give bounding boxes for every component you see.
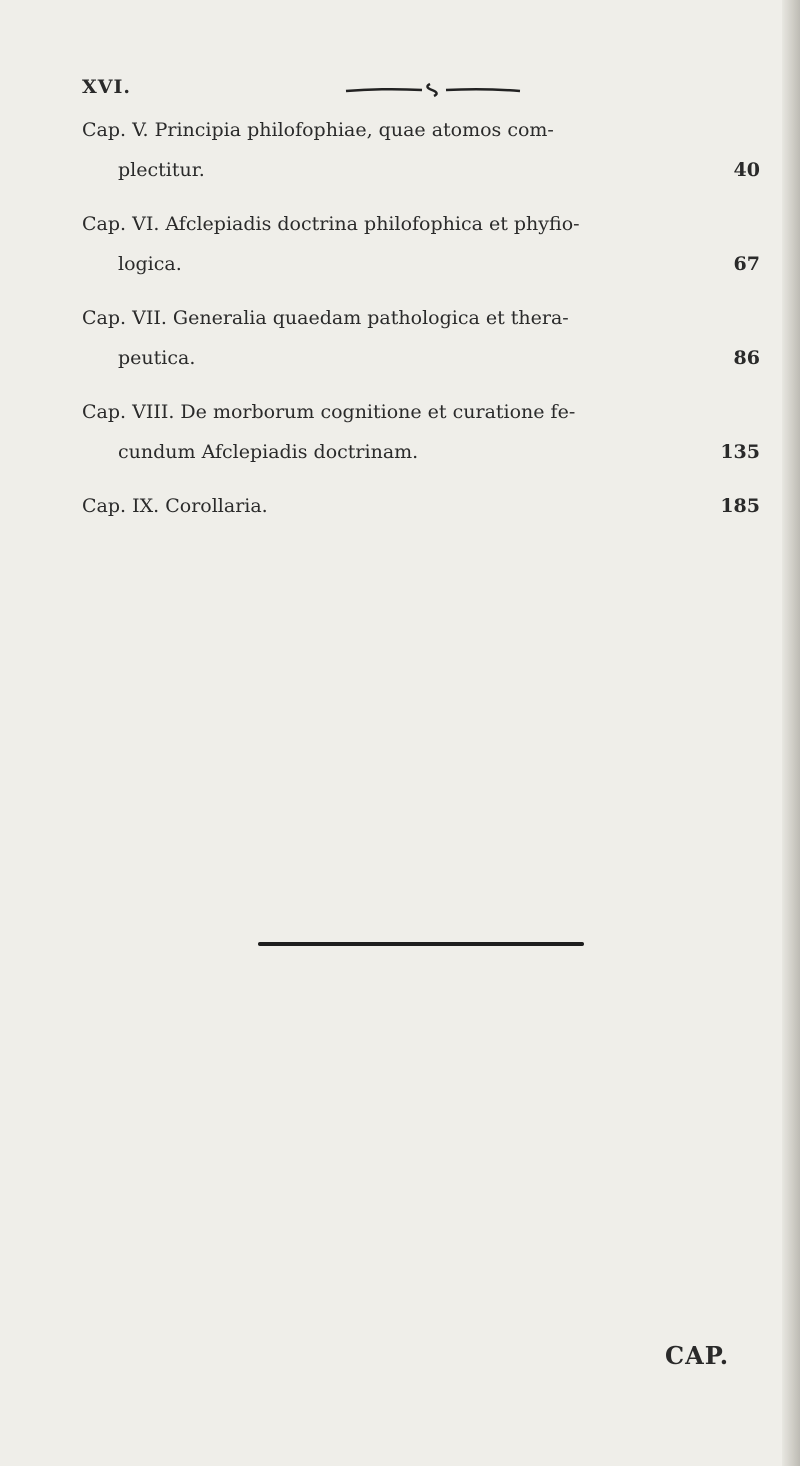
toc-page-number: 86 [733,347,760,369]
toc-entry-cap-vii [82,298,772,378]
page-edge [782,0,800,1466]
toc-entry-title: Cap. VIII. De morborum cognitione et curatione fe- [82,401,576,423]
toc-entry-cap-v [82,110,772,190]
toc-entry-title: Cap. VI. Afclepiadis doctrina philofophica et phyfio- [82,213,580,235]
toc-page-number: 67 [733,253,760,275]
toc-entry-title-cont: logica. [118,253,182,275]
toc-entry-cap-vi [82,204,772,284]
toc-page-number: 40 [733,159,760,181]
toc-entry-title: Cap. IX. Corollaria. [82,495,268,517]
toc-entry-cap-viii [82,392,772,472]
page-number: XVI. [82,76,131,98]
catchword: CAP. [665,1341,730,1370]
toc-entry-title-cont: plectitur. [118,159,205,181]
toc-entry-title-cont: cundum Afclepiadis doctrinam. [118,441,419,463]
section-rule [258,942,584,946]
toc-entry-title: Cap. VII. Generalia quaedam pathologica et thera- [82,307,569,329]
toc-page-number: 135 [720,441,760,463]
toc-entry-title-cont: peutica. [118,347,196,369]
toc-page-number: 185 [720,495,760,517]
page-header [82,76,542,108]
toc-entry-title: Cap. V. Principia philofophiae, quae atomos com- [82,119,554,141]
toc-entry-cap-ix [82,486,772,526]
ornament-icon [344,82,524,98]
table-of-contents [82,110,772,540]
